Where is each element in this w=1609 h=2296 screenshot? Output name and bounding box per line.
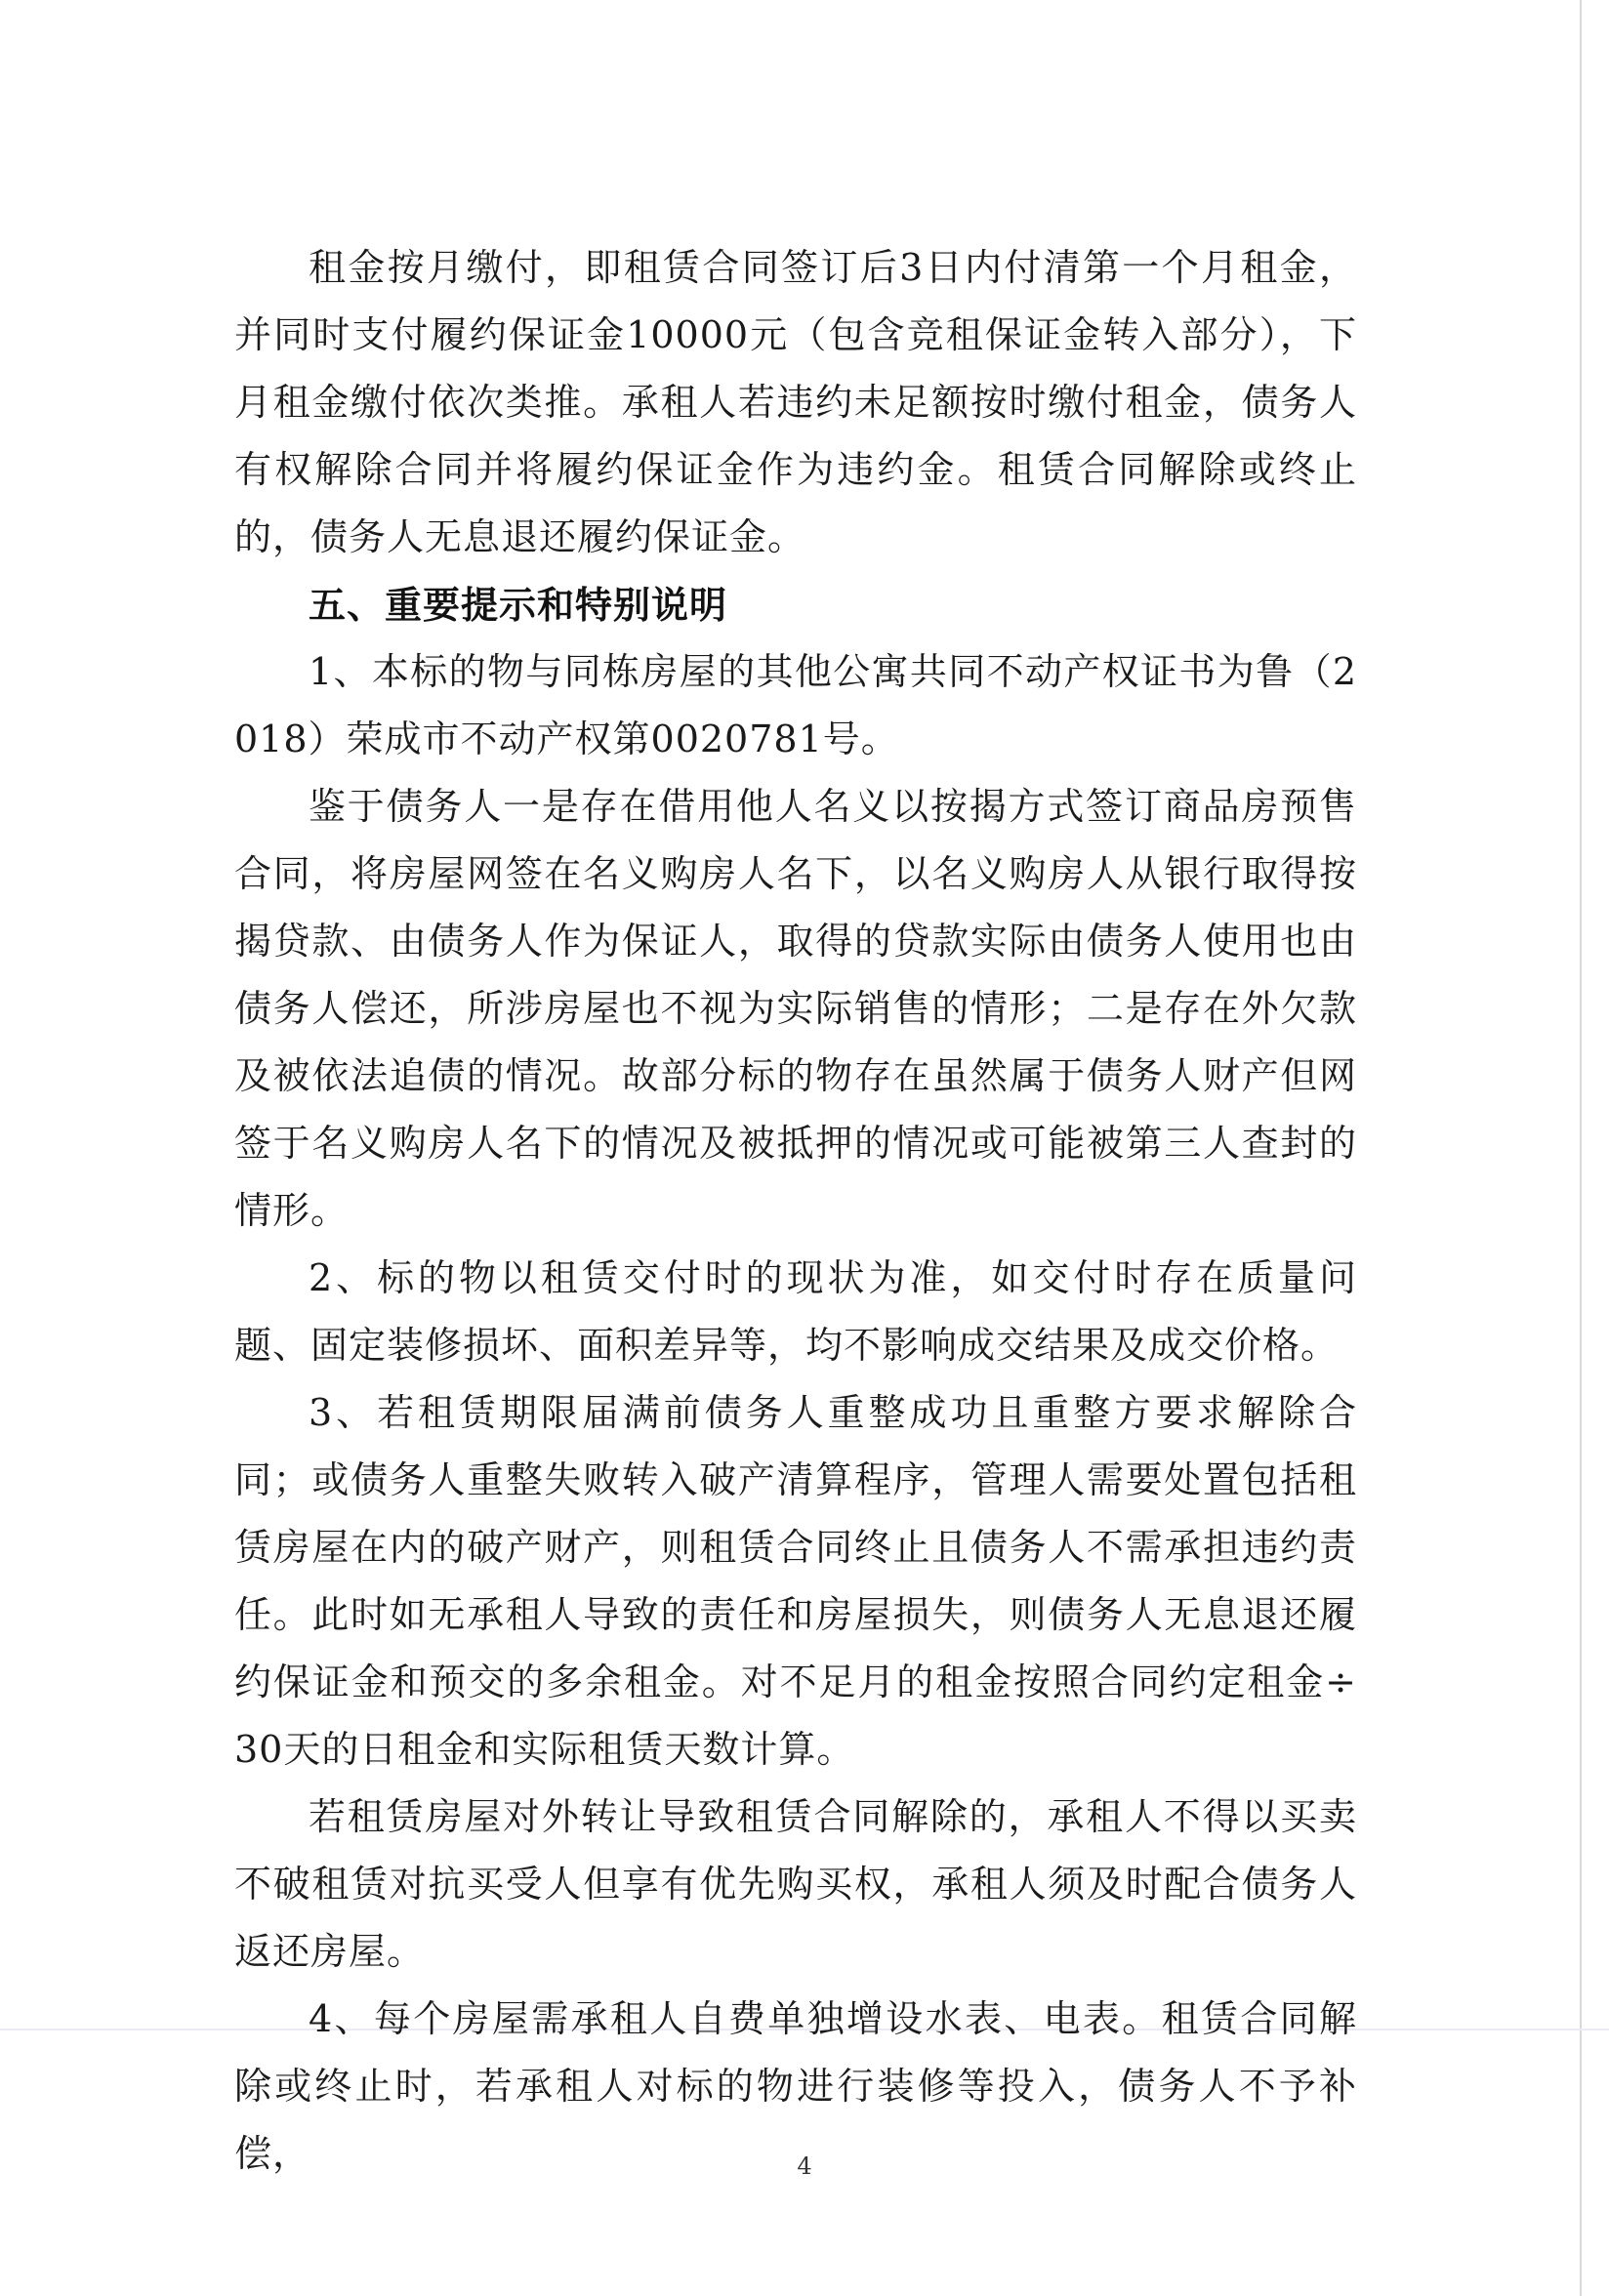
- paragraph-transfer-rights: 若租赁房屋对外转让导致租赁合同解除的，承租人不得以买卖不破租赁对抗买受人但享有优先购买权，承租人须及时配合债务人返还房屋。: [234, 1795, 1357, 1973]
- page-number: 4: [797, 2152, 812, 2180]
- scan-edge-line: [1580, 0, 1582, 2296]
- paragraph-rent-payment: 租金按月缴付，即租赁合同签订后3日内付清第一个月租金，并同时支付履约保证金10000元（包含竞租保证金转入部分），下月租金缴付依次类推。承租人若违约未足额按时缴付租金，债务人有权解除合同并将履约保证金作为违约金。租赁合同解除或终止的，债务人无息退还履约保证金。: [234, 246, 1357, 558]
- paragraph-property-certificate: 1、本标的物与同栋房屋的其他公寓共同不动产权证书为鲁（2018）荣成市不动产权第0020781号。: [234, 650, 1357, 760]
- paragraph-contract-termination: 3、若租赁期限届满前债务人重整成功且重整方要求解除合同；或债务人重整失败转入破产清算程序，管理人需要处置包括租赁房屋在内的破产财产，则租赁合同终止且债务人不需承担违约责任。此时如无承租人导致的责任和房屋损失，则债务人无息退还履约保证金和预交的多余租金。对不足月的租金按照合同约定租金÷30天的日租金和实际租赁天数计算。: [234, 1391, 1357, 1771]
- document-body: [234, 234, 1357, 2188]
- paragraph-debtor-situation: 鉴于债务人一是存在借用他人名义以按揭方式签订商品房预售合同，将房屋网签在名义购房人名下，以名义购房人从银行取得按揭贷款、由债务人作为保证人，取得的贷款实际由债务人使用也由债务人偿还，所涉房屋也不视为实际销售的情形；二是存在外欠款及被依法追债的情况。故部分标的物存在虽然属于债务人财产但网签于名义购房人名下的情况及被抵押的情况或可能被第三人查封的情形。: [234, 785, 1357, 1232]
- section-heading-important-notes: 五、重要提示和特别说明: [309, 583, 728, 627]
- paragraph-delivery-status: 2、标的物以租赁交付时的现状为准，如交付时存在质量问题、固定装修损坏、面积差异等，均不影响成交结果及成交价格。: [234, 1256, 1357, 1367]
- paragraph-meters-renovation: 4、每个房屋需承租人自费单独增设水表、电表。租赁合同解除或终止时，若承租人对标的物进行装修等投入，债务人不予补偿，: [234, 1997, 1357, 2175]
